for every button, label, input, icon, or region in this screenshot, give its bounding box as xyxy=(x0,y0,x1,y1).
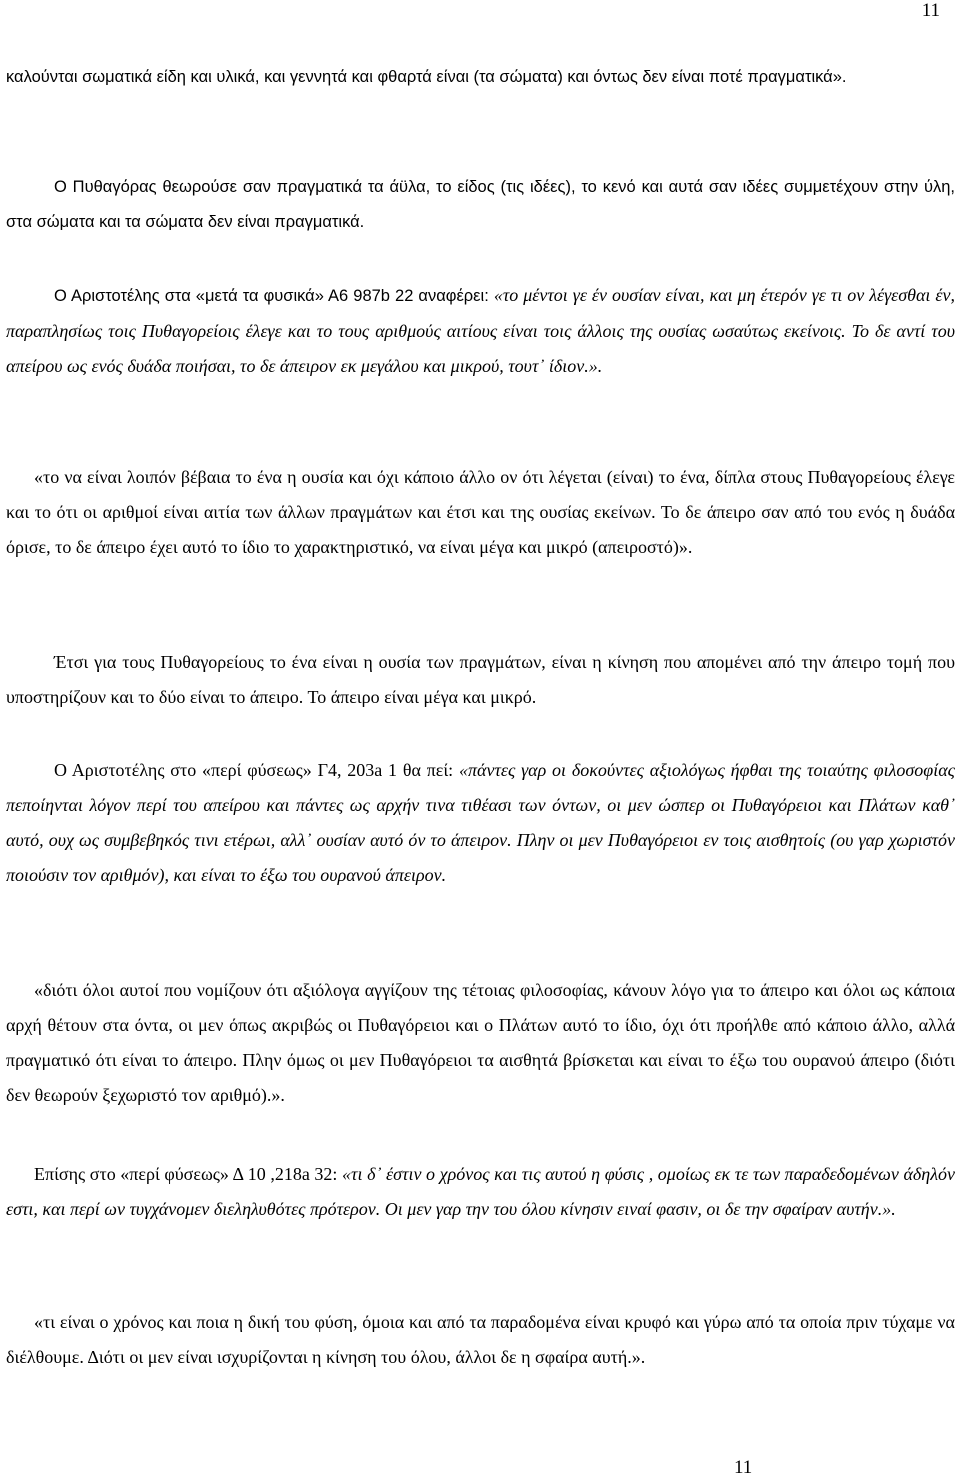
paragraph-6-intro: Ο Αριστοτέλης στο «περί φύσεως» Γ4, 203a 1 θα πεί: xyxy=(54,760,459,780)
paragraph-1 xyxy=(6,60,955,95)
paragraph-8-quote: «τι δ᾽ έστιν ο χρόνος και τις αυτού η φύσις , ομοίως εκ τε των παραδεδομένων άδηλόν εστι, και περί ων τυγχάνομεν διεληλυθότες πρότερον. Οι μεν γαρ την του όλου κίνησιν ειναί φασιν, οι δε την σφαίραν αυτήν.». xyxy=(6,1164,956,1219)
paragraph-5 xyxy=(6,645,955,715)
paragraph-6-text xyxy=(6,753,955,893)
paragraph-4 xyxy=(6,460,955,565)
paragraph-5-text: Έτσι για τους Πυθαγορείους το ένα είναι η ουσία των πραγμάτων, είναι η κίνηση που απομένει από την άπειρο τομή που υποστηρίζουν και το δύο είναι το άπειρο. Το άπειρο είναι μέγα και μικρό. xyxy=(6,652,955,707)
paragraph-6-quote: «πάντες γαρ οι δοκούντες αξιολόγως ήφθαι της τοιαύτης φιλοσοφίας πεποίηνται λόγον περί του απείρου και πάντες ως αρχήν τινα τιθέασι των όντων, οι μεν ώσπερ οι Πυθαγόρειοι και Πλάτων καθ᾽ αυτό, ουχ ως συμβεβηκός τινι ετέρωι, αλλ᾽ ουσίαν αυτό όν το άπειρον. Πλην οι μεν Πυθαγόρειοι εν τοις αισθητοίς (ου γαρ χωριστόν ποιούσιν τον αριθμόν), και είναι το έξω του ουρανού άπειρον. xyxy=(6,760,955,885)
page-number-top: 11 xyxy=(921,0,940,21)
paragraph-7-text: «διότι όλοι αυτοί που νομίζουν ότι αξιόλογα αγγίζουν της τέτοιας φιλοσοφίας, κάνουν λόγο για το άπειρο και όλοι ως κάποια αρχή θέτουν στα όντα, οι μεν όπως ακριβώς οι Πυθαγόρειοι και ο Πλάτων αυτό το ίδιο, όχι ότι προήλθε από κάποιο άλλο, αλλά πραγματικό ότι είναι το άπειρο. Πλην όμως οι μεν Πυθαγόρειοι τα αισθητά βρίσκεται και είναι το έξω του ουρανού άπειρο (διότι δεν θεωρούν ξεχωριστό τον αριθμό).». xyxy=(6,980,955,1105)
paragraph-3-quote: «το μέντοι γε έν ουσίαν είναι, και μη έτερόν γε τι ον λέγεσθαι έν, παραπλησίως τοις Πυθαγορείοις έλεγε και το τους αριθμούς αιτίους είναι τοις άλλοις της ουσίας ωσαύτως εκείνοις. Το δε αντί του απείρου ως ενός δυάδα ποιήσαι, το δε άπειρον εκ μεγάλου και μικρού, τουτ᾽ ίδιον.». xyxy=(6,285,955,376)
paragraph-6 xyxy=(6,753,955,893)
paragraph-8-intro: Επίσης στο «περί φύσεως» Δ 10 ,218a 32: xyxy=(34,1164,343,1184)
paragraph-2 xyxy=(6,170,955,240)
paragraph-3-text xyxy=(6,278,955,384)
paragraph-2-text: Ο Πυθαγόρας θεωρούσε σαν πραγματικά τα άϋλα, το είδος (τις ιδέες), το κενό και αυτά σαν ιδέες συμμετέχουν στην ύλη, στα σώματα και τα σώματα δεν είναι πραγματικά. xyxy=(6,178,955,231)
paragraph-8 xyxy=(6,1157,955,1227)
paragraph-8-text xyxy=(6,1157,955,1227)
paragraph-3-intro: Ο Αριστοτέλης στα «μετά τα φυσικά» Α6 987b 22 αναφέρει: xyxy=(54,287,494,305)
paragraph-7 xyxy=(6,973,955,1113)
paragraph-1-text: καλούνται σωματικά είδη και υλικά, και γεννητά και φθαρτά είναι (τα σώματα) και όντως δεν είναι ποτέ πραγματικά». xyxy=(6,68,847,86)
page-number-bottom: 11 xyxy=(734,1457,753,1478)
paragraph-9-text: «τι είναι ο χρόνος και ποια η δική του φύση, όμοια και από τα παραδομένα είναι κρυφό και γύρω από τα οποία πριν τύχαμε να διέλθουμε. Διότι οι μεν είναι ισχυρίζονται η κίνηση του όλου, άλλοι δε η σφαίρα αυτή.». xyxy=(6,1312,955,1367)
paragraph-3 xyxy=(6,278,955,384)
paragraph-4-text: «το να είναι λοιπόν βέβαια το ένα η ουσία και όχι κάποιο άλλο ον ότι λέγεται (είναι) το ένα, δίπλα στους Πυθαγορείους έλεγε και το ότι οι αριθμοί είναι αιτία των άλλων πραγμάτων και έτσι και της ουσίας εκείνων. Το δε άπειρο σαν από του ενός η δυάδα όρισε, το δε άπειρο έχει αυτό το ίδιο το χαρακτηριστικό, να είναι μέγα και μικρό (απειροστό)». xyxy=(6,467,955,557)
paragraph-9 xyxy=(6,1305,955,1375)
